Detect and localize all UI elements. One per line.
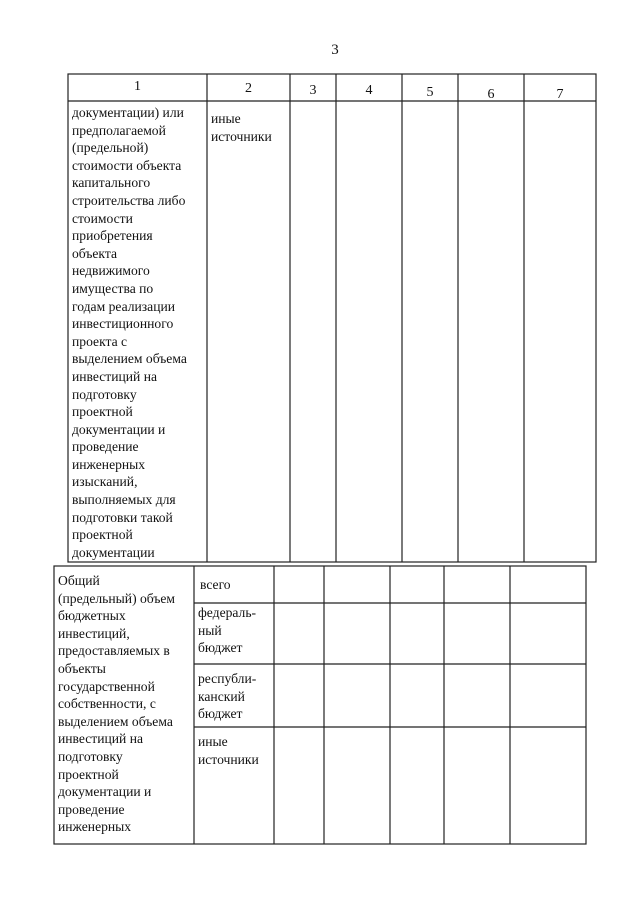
page-number: 3: [331, 42, 339, 58]
header-col-2: 2: [245, 81, 252, 96]
row1-source: иные источники: [211, 111, 272, 144]
row2-source-republic: республи- канский бюджет: [198, 671, 257, 721]
header-col-6: 6: [487, 87, 495, 102]
row1-description: документации) или предполагаемой (предельной) стоимости объекта капитального строительства либо стоимости приобретения объекта недвижимого имущества по годам реализации инвестиционного проекта с выделением объема инвестиций на подготовку проектной документации и проведение инженерных изысканий, выполняемых для подготовки такой проектной документации: [72, 105, 187, 560]
row2-source-other: иные источники: [198, 734, 259, 767]
row2-source-total: всего: [200, 577, 231, 592]
row2-source-federal: федераль- ный бюджет: [198, 605, 257, 655]
header-col-5: 5: [426, 85, 434, 100]
header-col-1: 1: [134, 79, 141, 94]
row2-description: Общий (предельный) объем бюджетных инвестиций, предоставляемых в объекты государственной собственности, с выделением объема инвестиций на подготовку проектной документации и проведение инженерных: [58, 573, 176, 835]
header-col-7: 7: [556, 87, 564, 102]
header-col-3: 3: [309, 83, 317, 98]
header-col-4: 4: [365, 83, 373, 98]
